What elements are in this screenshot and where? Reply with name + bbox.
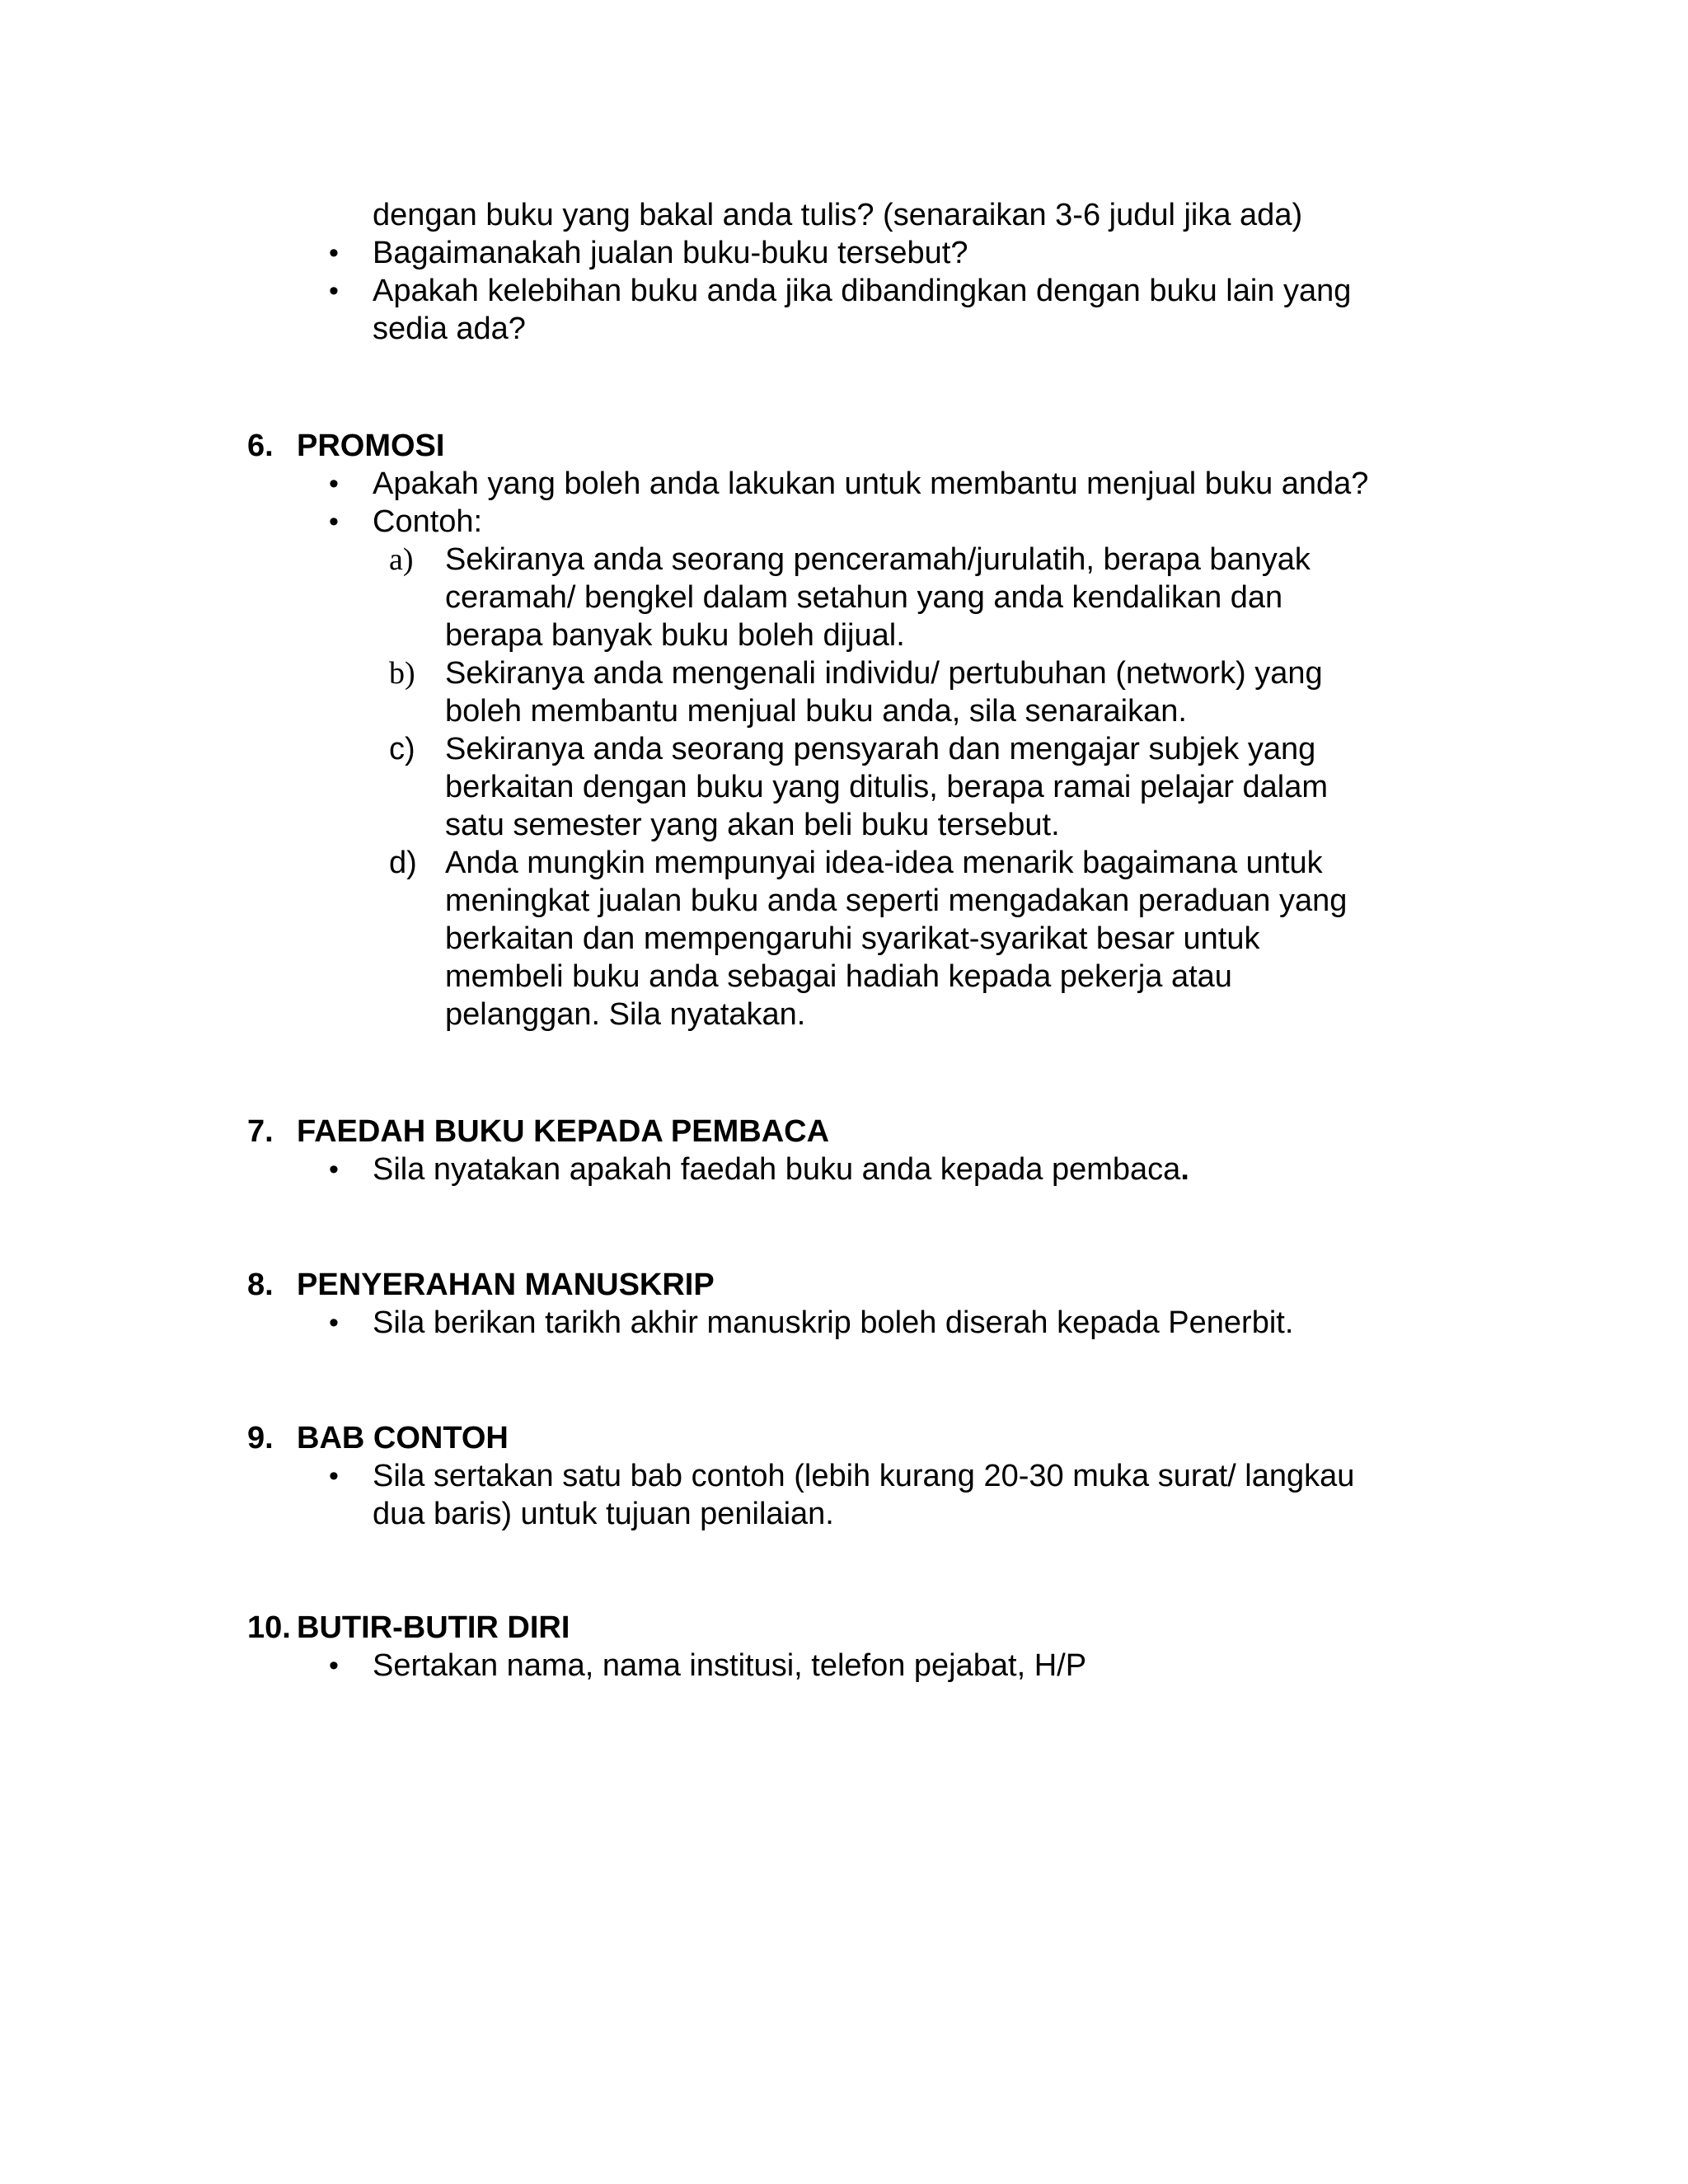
sub-item-text: berkaitan dan mempengaruhi syarikat-syarikat besar untuk bbox=[445, 921, 1260, 956]
section-promosi bbox=[247, 427, 1484, 1033]
bullet-icon: • bbox=[329, 1460, 339, 1492]
sub-item-text: Sekiranya anda seorang penceramah/jurulatih, berapa banyak bbox=[445, 542, 1311, 577]
sub-item-d bbox=[247, 844, 1484, 882]
section-title: PROMOSI bbox=[297, 429, 445, 463]
sub-item-text: ceramah/ bengkel dalam setahun yang anda kendalikan dan bbox=[445, 580, 1283, 615]
list-item-continuation bbox=[247, 310, 1484, 348]
section-number: 8. bbox=[247, 1268, 274, 1302]
list-item-text: dua baris) untuk tujuan penilaian. bbox=[373, 1497, 834, 1531]
list-item-text-wrap bbox=[373, 1151, 1189, 1188]
sub-item-continuation bbox=[247, 768, 1484, 806]
continuation-line bbox=[247, 196, 1484, 234]
section-title: FAEDAH BUKU KEPADA PEMBACA bbox=[297, 1114, 830, 1149]
bullet-icon: • bbox=[329, 1154, 339, 1185]
list-item bbox=[247, 272, 1484, 310]
sub-item-continuation bbox=[247, 579, 1484, 616]
continuation-block bbox=[247, 196, 1484, 348]
bullet-icon: • bbox=[329, 506, 339, 537]
section-heading bbox=[247, 1113, 1484, 1151]
section-title: PENYERAHAN MANUSKRIP bbox=[297, 1268, 715, 1302]
section-heading bbox=[247, 1266, 1484, 1304]
sub-item-text: satu semester yang akan beli buku tersebut. bbox=[445, 808, 1060, 842]
sub-item-continuation bbox=[247, 920, 1484, 958]
bullet-icon: • bbox=[329, 237, 339, 269]
section-number: 9. bbox=[247, 1421, 274, 1455]
sub-item-text: membeli buku anda sebagai hadiah kepada pekerja atau bbox=[445, 959, 1232, 994]
list-item-text: Contoh: bbox=[373, 504, 483, 539]
sub-item-c bbox=[247, 730, 1484, 768]
sub-item-text: berapa banyak buku boleh dijual. bbox=[445, 618, 905, 653]
list-item bbox=[247, 1304, 1484, 1342]
section-number: 6. bbox=[247, 429, 274, 463]
section-bab-contoh bbox=[247, 1419, 1484, 1533]
sub-item-text: boleh membantu menjual buku anda, sila senaraikan. bbox=[445, 694, 1187, 729]
list-item-text: Sila nyatakan apakah faedah buku anda kepada pembaca bbox=[373, 1152, 1181, 1187]
section-heading bbox=[247, 1419, 1484, 1457]
continuation-text: dengan buku yang bakal anda tulis? (senaraikan 3-6 judul jika ada) bbox=[373, 198, 1303, 232]
list-item-trailing-period: . bbox=[1180, 1152, 1189, 1187]
sub-item-continuation bbox=[247, 882, 1484, 920]
list-item bbox=[247, 465, 1484, 503]
list-item-continuation bbox=[247, 1495, 1484, 1533]
section-faedah-buku bbox=[247, 1113, 1484, 1188]
list-item-text: sedia ada? bbox=[373, 312, 526, 346]
list-item-text: Sila berikan tarikh akhir manuskrip boleh diserah kepada Penerbit. bbox=[373, 1305, 1294, 1340]
list-item bbox=[247, 1647, 1484, 1685]
section-heading bbox=[247, 427, 1484, 465]
sub-item-continuation bbox=[247, 996, 1484, 1033]
sub-item-text: Sekiranya anda seorang pensyarah dan mengajar subjek yang bbox=[445, 732, 1316, 766]
sub-item-text: pelanggan. Sila nyatakan. bbox=[445, 997, 806, 1032]
bullet-icon: • bbox=[329, 275, 339, 307]
section-butir-butir-diri bbox=[247, 1609, 1484, 1685]
section-title: BUTIR-BUTIR DIRI bbox=[297, 1610, 570, 1645]
bullet-icon: • bbox=[329, 1650, 339, 1681]
sub-item-text: berkaitan dengan buku yang ditulis, berapa ramai pelajar dalam bbox=[445, 770, 1329, 804]
sub-item-continuation bbox=[247, 616, 1484, 654]
list-item-text: Sertakan nama, nama institusi, telefon pejabat, H/P bbox=[373, 1648, 1087, 1683]
sub-item-text: meningkat jualan buku anda seperti mengadakan peraduan yang bbox=[445, 883, 1348, 918]
sub-item-b bbox=[247, 654, 1484, 692]
list-item bbox=[247, 234, 1484, 272]
sub-item-letter: a) bbox=[389, 542, 414, 577]
section-heading bbox=[247, 1609, 1484, 1647]
section-penyerahan-manuskrip bbox=[247, 1266, 1484, 1342]
list-item bbox=[247, 1457, 1484, 1495]
list-item bbox=[247, 1151, 1484, 1188]
list-item-text: Sila sertakan satu bab contoh (lebih kurang 20-30 muka surat/ langkau bbox=[373, 1459, 1355, 1493]
sub-item-letter: b) bbox=[389, 656, 415, 691]
sub-item-continuation bbox=[247, 806, 1484, 844]
sub-item-text: Sekiranya anda mengenali individu/ pertubuhan (network) yang bbox=[445, 656, 1323, 691]
sub-item-a bbox=[247, 541, 1484, 579]
sub-item-continuation bbox=[247, 692, 1484, 730]
list-item-text: Apakah yang boleh anda lakukan untuk membantu menjual buku anda? bbox=[373, 466, 1369, 501]
list-item bbox=[247, 503, 1484, 541]
section-number: 7. bbox=[247, 1114, 274, 1149]
bullet-icon: • bbox=[329, 468, 339, 499]
bullet-icon: • bbox=[329, 1307, 339, 1338]
sub-item-letter: c) bbox=[389, 732, 415, 766]
sub-item-letter: d) bbox=[389, 846, 417, 880]
section-title: BAB CONTOH bbox=[297, 1421, 509, 1455]
sub-item-continuation bbox=[247, 958, 1484, 996]
list-item-text: Bagaimanakah jualan buku-buku tersebut? bbox=[373, 236, 968, 270]
section-number: 10. bbox=[247, 1610, 291, 1645]
sub-item-text: Anda mungkin mempunyai idea-idea menarik bagaimana untuk bbox=[445, 846, 1323, 880]
list-item-text: Apakah kelebihan buku anda jika dibandingkan dengan buku lain yang bbox=[373, 274, 1352, 308]
